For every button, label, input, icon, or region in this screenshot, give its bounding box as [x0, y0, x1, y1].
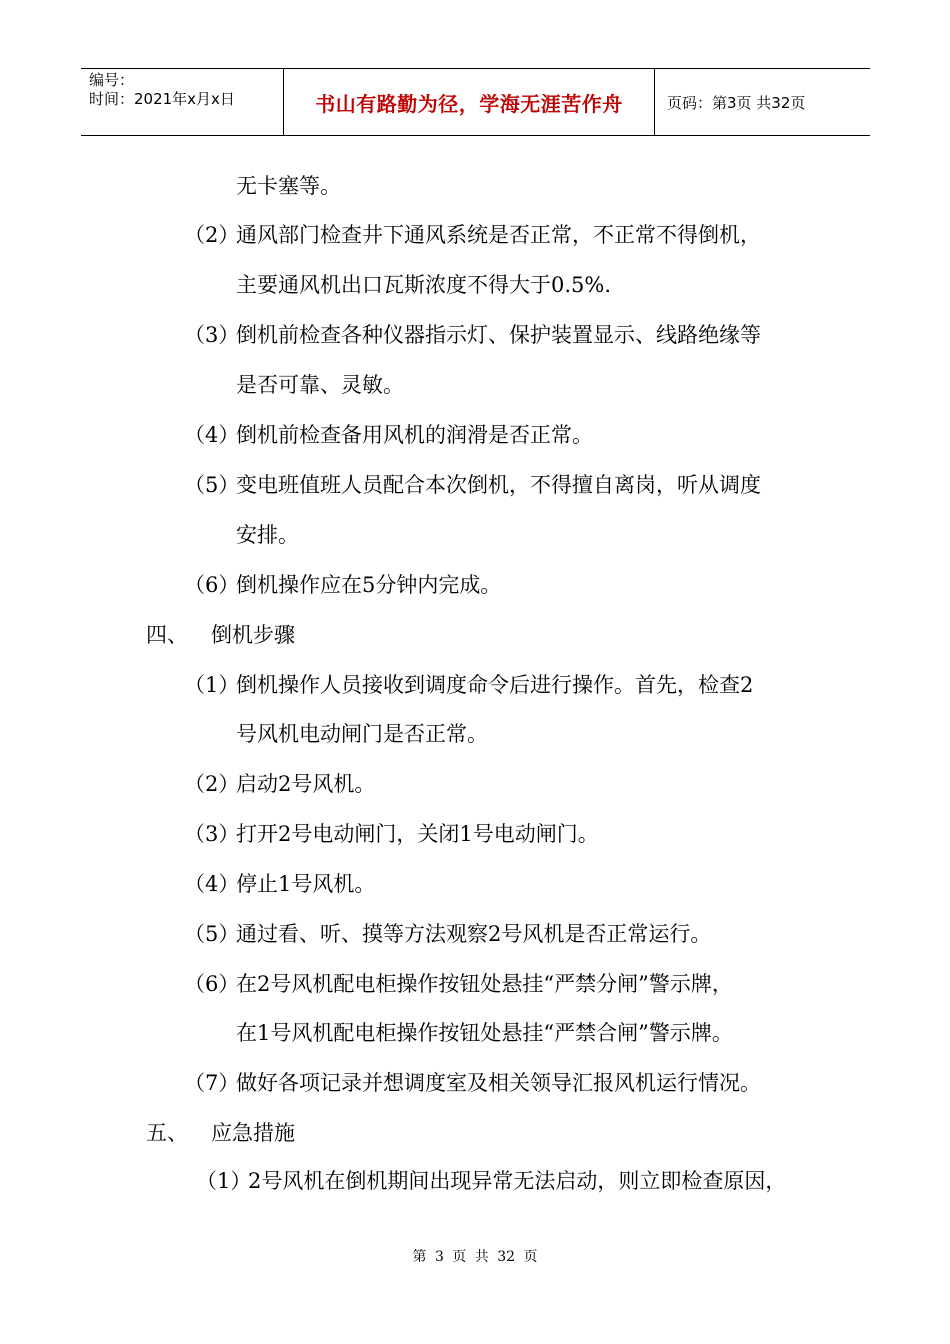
paragraph-line: 号风机电动闸门是否正常。: [236, 722, 488, 746]
paragraph-line: 主要通风机出口瓦斯浓度不得大于0.5%.: [236, 273, 612, 297]
section-heading: [146, 1119, 295, 1147]
paragraph-line: 在1号风机配电柜操作按钮处悬挂“严禁合闸”警示牌。: [236, 1021, 733, 1045]
list-item-number: （3）: [184, 323, 240, 347]
list-item-number: （7）: [184, 1071, 240, 1095]
section-title: 应急措施: [211, 1121, 295, 1145]
list-item-text: 做好各项记录并想调度室及相关领导汇报风机运行情况。: [236, 1071, 761, 1095]
list-item: [184, 421, 593, 449]
paragraph-line: 安排。: [236, 523, 299, 547]
serial-number-label: 编号：: [89, 71, 135, 89]
paragraph-line: 是否可靠、灵敏。: [236, 373, 404, 397]
list-item: [184, 471, 761, 499]
list-item-text: 停止1号风机。: [236, 872, 376, 896]
section-number: 四、: [146, 623, 188, 647]
document-header: [81, 68, 870, 136]
list-item-text: 通过看、听、摸等方法观察2号风机是否正常运行。: [236, 922, 712, 946]
paragraph-line: 无卡塞等。: [236, 174, 341, 198]
list-item: [184, 770, 375, 798]
list-item-number: （2）: [184, 772, 240, 796]
list-item: [184, 870, 375, 898]
list-item-text: 倒机前检查备用风机的润滑是否正常。: [236, 423, 593, 447]
section-title: 倒机步骤: [211, 623, 295, 647]
list-item-number: （1）: [184, 673, 240, 697]
list-item-number: （1）: [196, 1169, 252, 1193]
list-item-text: 打开2号电动闸门，关闭1号电动闸门。: [236, 822, 599, 846]
list-item-text: 在2号风机配电柜操作按钮处悬挂“严禁分闸”警示牌，: [236, 972, 733, 996]
list-item: [184, 321, 761, 349]
header-motto: 书山有路勤为径，学海无涯苦作舟: [315, 91, 623, 116]
list-item-number: （2）: [184, 223, 240, 247]
header-page-cell: [655, 69, 870, 135]
list-item-number: （6）: [184, 972, 240, 996]
list-item: [196, 1167, 786, 1195]
list-item: [184, 970, 733, 998]
list-item-text: 变电班值班人员配合本次倒机，不得擅自离岗，听从调度: [236, 473, 761, 497]
list-item-number: （3）: [184, 822, 240, 846]
list-item: [184, 920, 711, 948]
header-meta-cell: [81, 69, 284, 135]
list-item-number: （5）: [184, 922, 240, 946]
list-item: [184, 671, 753, 699]
page-footer: 第 3 页 共 32 页: [412, 1249, 538, 1265]
section-heading: [146, 621, 295, 649]
list-item-text: 通风部门检查井下通风系统是否正常，不正常不得倒机，: [236, 223, 761, 247]
list-item-text: 启动2号风机。: [236, 772, 376, 796]
list-item-number: （6）: [184, 573, 240, 597]
list-item-number: （4）: [184, 872, 240, 896]
list-item-text: 2号风机在倒机期间出现异常无法启动，则立即检查原因，: [248, 1169, 787, 1193]
date-label: 时间：2021年x月x日: [89, 90, 235, 108]
header-motto-cell: [284, 69, 655, 135]
list-item: [184, 1069, 761, 1097]
section-number: 五、: [146, 1121, 188, 1145]
list-item-text: 倒机前检查各种仪器指示灯、保护装置显示、线路绝缘等: [236, 323, 761, 347]
list-item: [184, 571, 501, 599]
header-page-info: 页码：第3页 共32页: [667, 93, 806, 112]
list-item: [184, 820, 599, 848]
list-item-number: （5）: [184, 473, 240, 497]
list-item-text: 倒机操作人员接收到调度命令后进行操作。首先，检查2: [236, 673, 754, 697]
list-item-text: 倒机操作应在5分钟内完成。: [236, 573, 502, 597]
list-item: [184, 221, 761, 249]
list-item-number: （4）: [184, 423, 240, 447]
